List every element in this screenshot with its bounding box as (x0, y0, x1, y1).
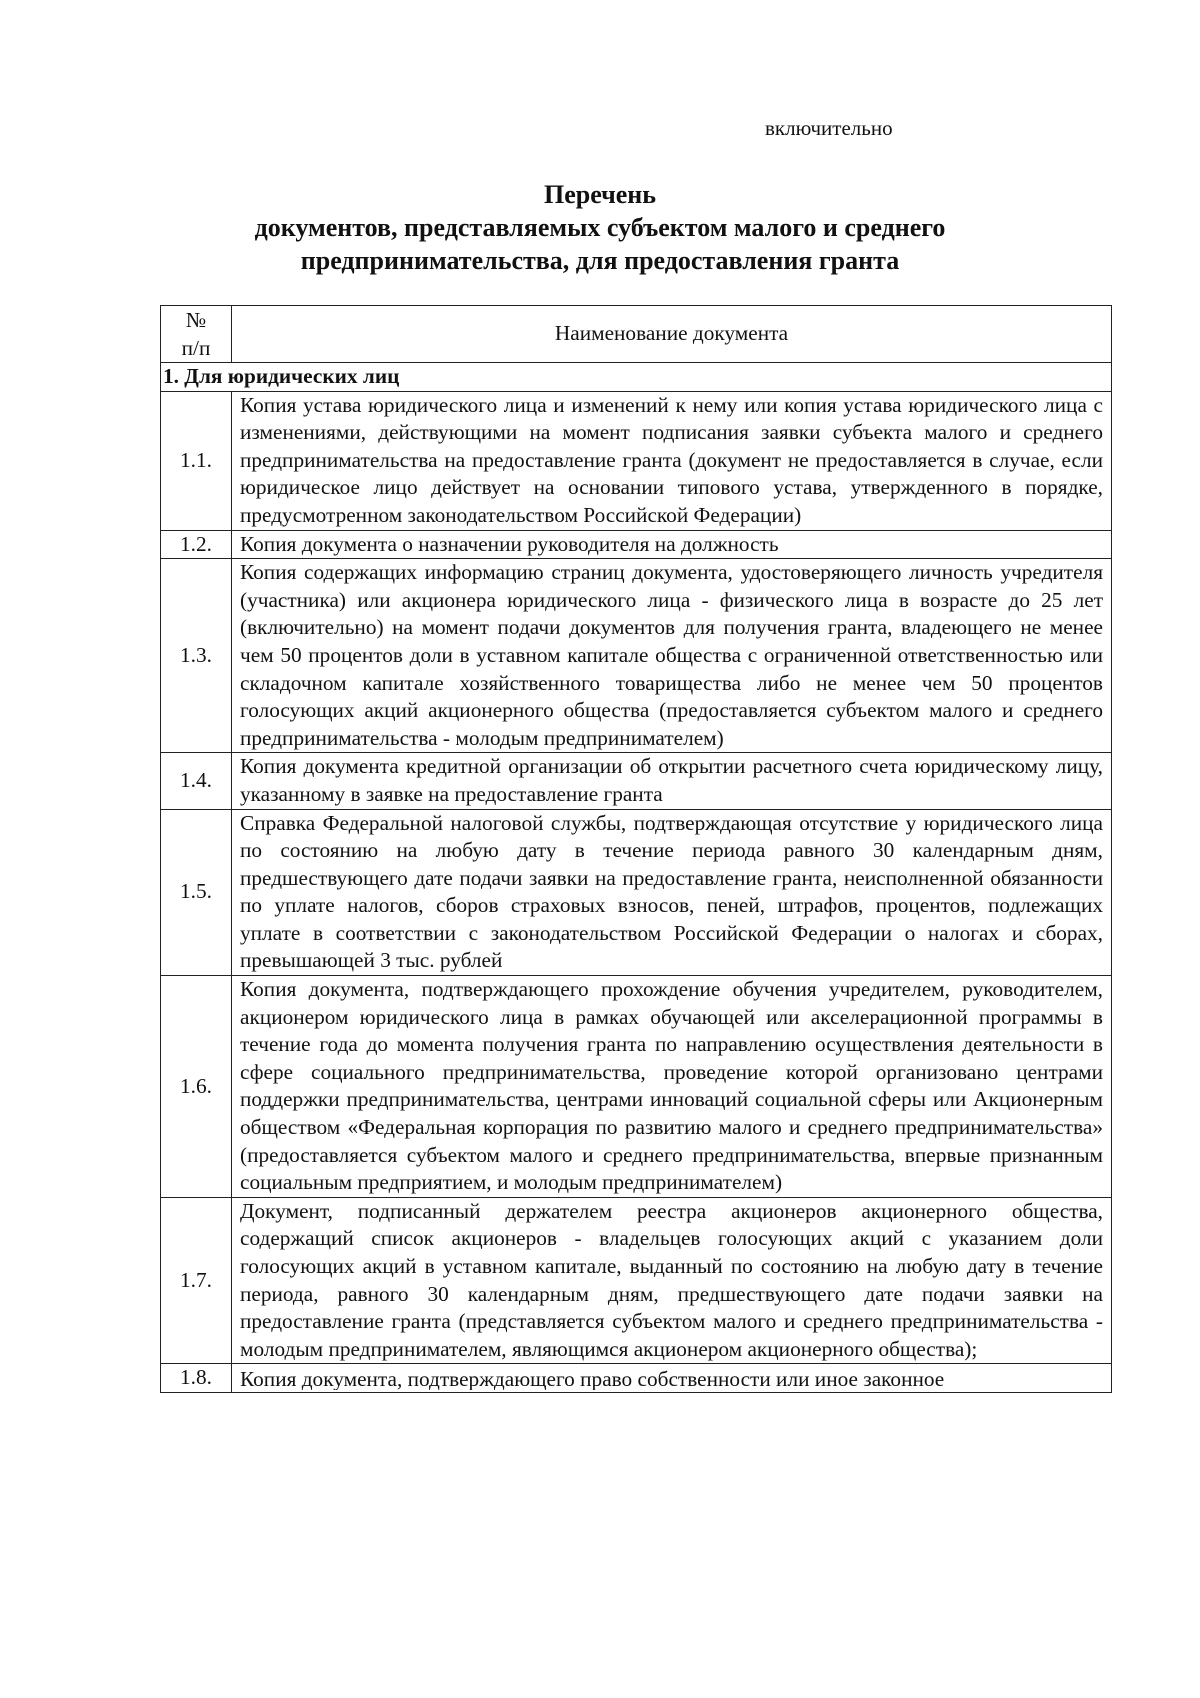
section-title: 1. Для юридических лиц (161, 363, 1112, 392)
table-header-row (161, 306, 1112, 363)
row-text: Копия документа, подтверждающего прохождение обучения учредителем, руководителем, акционером юридического лица в рамках обучающей или акселерационной программы в течение года до момента получения гранта по направлению осуществления деятельности в сфере социального предпринимательства, проведение которой организовано центрами поддержки предпринимательства, центрами инноваций социальной сферы или Акционерным обществом «Федеральная корпорация по развитию малого и среднего предпринимательства» (предоставляется субъектом малого и среднего предпринимательства, впервые признанным социальным предприятием, и молодым предпринимателем) (232, 976, 1112, 1198)
row-number: 1.5. (161, 809, 232, 976)
row-number: 1.7. (161, 1197, 232, 1364)
title-line-3: предпринимательства, для предоставления гранта (300, 246, 900, 275)
row-number: 1.1. (161, 391, 232, 530)
row-text: Копия содержащих информацию страниц документа, удостоверяющего личность учредителя (участника) или акционера юридического лица - физического лица в возрасте до 25 лет (включительно) на момент подачи документов для получения гранта, владеющего не менее чем 50 процентов доли в уставном капитале общества с ограниченной ответственностью или складочном капитале хозяйственного товарищества либо не менее чем 50 процентов голосующих акций акционерного общества (предоставляется субъектом малого и среднего предпринимательства - молодым предпринимателем) (232, 559, 1112, 753)
row-text: Копия документа о назначении руководителя на должность (232, 530, 1112, 559)
section-row (161, 363, 1112, 392)
row-text: Документ, подписанный держателем реестра акционеров акционерного общества, содержащий список акционеров - владельцев голосующих акций с указанием доли голосующих акций в уставном капитале, выданный по состоянию на любую дату в течение периода, равного 30 календарным дням, предшествующего дате подачи заявки на предоставление гранта (представляется субъектом малого и среднего предпринимательства - молодым предпринимателем, являющимся акционером акционерного общества); (232, 1197, 1112, 1364)
table-row (161, 559, 1112, 753)
header-number-cell (161, 306, 232, 363)
table-row (161, 976, 1112, 1198)
row-text: Справка Федеральной налоговой службы, подтверждающая отсутствие у юридического лица по состоянию на любую дату в течение периода равного 30 календарным дням, предшествующего дате подачи заявки на предоставление гранта, неисполненной обязанности по уплате налогов, сборов страховых взносов, пеней, штрафов, процентов, подлежащих уплате в соответствии с законодательством Российской Федерации о налогах и сборах, превышающей 3 тыс. рублей (232, 809, 1112, 976)
row-number: 1.3. (161, 559, 232, 753)
table-row (161, 809, 1112, 976)
table-row (161, 530, 1112, 559)
row-number: 1.4. (161, 753, 232, 809)
row-number: 1.8. (161, 1364, 232, 1393)
title-line-1: Перечень (543, 180, 657, 209)
table-row (161, 1197, 1112, 1364)
document-title (150, 178, 1050, 277)
row-text-cell (232, 1364, 1112, 1393)
header-note: включительно (765, 116, 893, 140)
row-text: Копия документа кредитной организации об открытии расчетного счета юридическому лицу, указанному в заявке на предоставление гранта (232, 753, 1112, 809)
row-text: Копия устава юридического лица и изменений к нему или копия устава юридического лица с изменениями, действующими на момент подписания заявки субъекта малого и среднего предпринимательства на предоставление гранта (документ не предоставляется в случае, если юридическое лицо действует на основании типового устава, утвержденного в порядке, предусмотренном законодательством Российской Федерации) (232, 391, 1112, 530)
row-number: 1.6. (161, 976, 232, 1198)
table-row (161, 391, 1112, 530)
row-number: 1.2. (161, 530, 232, 559)
header-number-abbrev: п/п (181, 336, 211, 360)
table-row (161, 1364, 1112, 1393)
table-row (161, 753, 1112, 809)
header-number-symbol: № (185, 308, 207, 332)
documents-table (160, 305, 1112, 1393)
title-line-2: документов, представляемых субъектом малого и среднего (254, 213, 946, 242)
header-name-cell: Наименование документа (232, 306, 1112, 363)
row-text: Копия документа, подтверждающего право собственности или иное законное (240, 1367, 945, 1391)
